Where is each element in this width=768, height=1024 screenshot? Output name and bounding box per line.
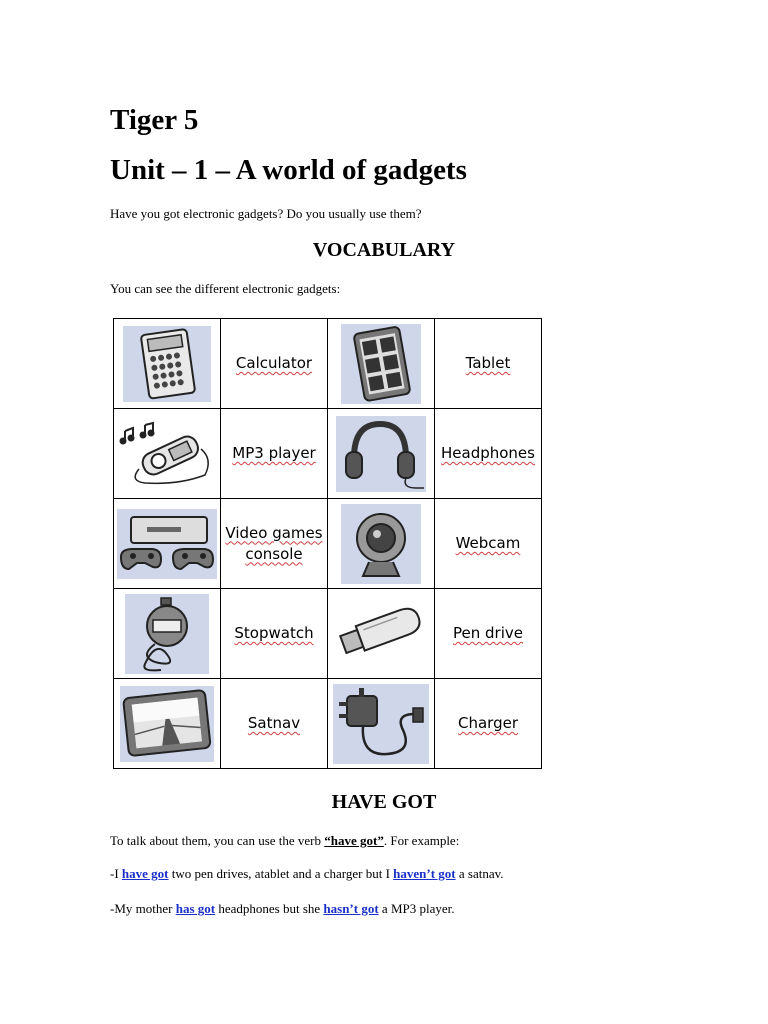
- tablet-label: Tablet: [465, 354, 511, 372]
- pen-drive-label: Pen drive: [453, 624, 523, 642]
- unit-title: Unit – 1 – A world of gadgets: [110, 154, 467, 186]
- gadget-label-cell: [435, 499, 542, 589]
- gadget-picture-cell: [114, 589, 221, 679]
- table-row: [114, 319, 542, 409]
- example-sentence-2: [110, 901, 455, 917]
- have-got-intro-end: . For example:: [383, 833, 460, 848]
- gadget-label-cell: [221, 589, 328, 679]
- gadget-picture-cell: [114, 679, 221, 769]
- webcam-label: Webcam: [455, 534, 521, 552]
- document-title: Tiger 5: [110, 104, 199, 136]
- headphones-icon: [336, 416, 426, 492]
- mp3-player-label: MP3 player: [232, 444, 316, 462]
- gadget-label-cell: [435, 319, 542, 409]
- calculator-label: Calculator: [235, 354, 313, 372]
- table-row: [114, 499, 542, 589]
- example-text: a MP3 player.: [378, 901, 455, 916]
- gadget-label-cell: [435, 409, 542, 499]
- pen-drive-icon: [336, 596, 426, 672]
- vocabulary-lead: You can see the different electronic gadgets:: [110, 281, 341, 296]
- gadget-picture-cell: [328, 499, 435, 589]
- gadget-picture-cell: [114, 409, 221, 499]
- has-got-link[interactable]: has got: [175, 901, 216, 916]
- gadget-label-cell: [221, 319, 328, 409]
- gadget-picture-cell: [328, 319, 435, 409]
- gadget-label-cell: [435, 679, 542, 769]
- have-got-link[interactable]: have got: [121, 866, 169, 881]
- gadget-picture-cell: [328, 679, 435, 769]
- stopwatch-label: Stopwatch: [234, 624, 314, 642]
- webcam-icon: [341, 504, 421, 584]
- gadget-picture-cell: [328, 589, 435, 679]
- example-text: headphones but she: [215, 901, 324, 916]
- example-text: a satnav.: [455, 866, 504, 881]
- gadget-label-cell: [435, 589, 542, 679]
- have-got-heading: HAVE GOT: [331, 791, 437, 813]
- hasnt-got-link[interactable]: hasn’t got: [323, 901, 379, 916]
- video-games-console-label: Video games console: [225, 523, 323, 563]
- satnav-icon: [120, 686, 214, 762]
- gadget-label-cell: [221, 679, 328, 769]
- calculator-icon: [123, 326, 211, 402]
- games-console-icon: [117, 509, 217, 579]
- example-text: -My mother: [110, 901, 176, 916]
- gadget-label-cell: [221, 499, 328, 589]
- table-row: [114, 589, 542, 679]
- vocabulary-heading: VOCABULARY: [312, 239, 456, 261]
- satnav-label: Satnav: [247, 714, 301, 732]
- gadgets-table: [113, 318, 542, 769]
- mp3-player-icon: [119, 419, 215, 489]
- charger-icon: [333, 684, 429, 764]
- have-got-keyword: “have got”: [324, 833, 384, 848]
- table-row: [114, 679, 542, 769]
- have-got-intro-text: To talk about them, you can use the verb: [110, 833, 325, 848]
- have-got-intro: [110, 833, 459, 849]
- headphones-label: Headphones: [441, 444, 535, 462]
- tablet-icon: [341, 324, 421, 404]
- charger-label: Charger: [458, 714, 518, 732]
- intro-question: Have you got electronic gadgets? Do you usually use them?: [110, 206, 422, 221]
- gadget-picture-cell: [114, 319, 221, 409]
- example-text: two pen drives, atablet and a charger but I: [168, 866, 394, 881]
- gadget-picture-cell: [328, 409, 435, 499]
- example-sentence-1: [110, 866, 504, 882]
- stopwatch-icon: [125, 594, 209, 674]
- gadget-label-cell: [221, 409, 328, 499]
- gadget-picture-cell: [114, 499, 221, 589]
- table-row: [114, 409, 542, 499]
- havent-got-link[interactable]: haven’t got: [393, 866, 456, 881]
- example-text: -I: [110, 866, 122, 881]
